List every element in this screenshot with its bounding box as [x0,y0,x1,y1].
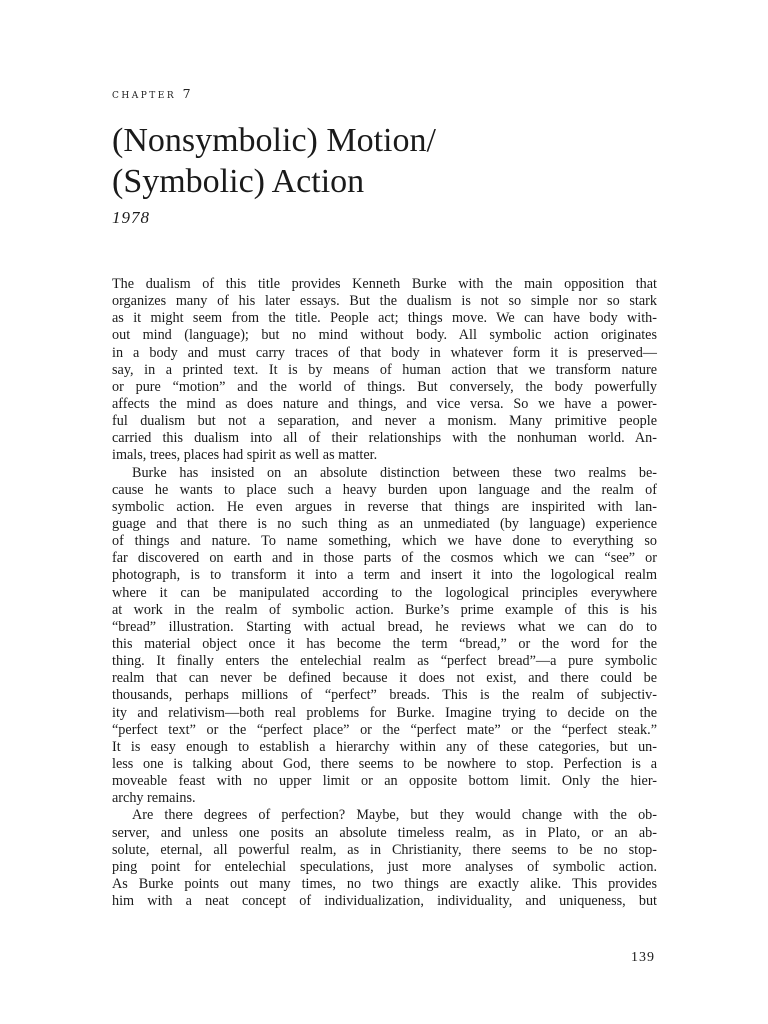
body-line: thousands, perhaps millions of “perfect” breads. This is the realm of subjectiv- [112,687,657,704]
body-line: out mind (language); but no mind without body. All symbolic action originates [112,327,657,344]
body-line: ping point for entelechial speculations, just more analyses of symbolic action. [112,858,657,875]
body-line: this material object once it has become the term “bread,” or the word for the [112,635,657,652]
body-line: solute, eternal, all powerful realm, as in Christianity, there seems to be no stop- [112,841,657,858]
body-line: where it can be manipulated according to the logological principles everywhere [112,584,657,601]
body-line: at work in the realm of symbolic action. Burke’s prime example of this is his [112,601,657,618]
body-line: It is easy enough to establish a hierarchy within any of these categories, but un- [112,738,657,755]
chapter-title-line: (Symbolic) Action [112,163,365,200]
body-line: Burke has insisted on an absolute distinction between these two realms be- [132,464,657,481]
body-line: or pure “motion” and the world of things. But conversely, the body powerfully [112,378,657,395]
body-line: moveable feast with no upper limit or an opposite bottom limit. Only the hier- [112,773,657,790]
body-line: say, in a printed text. It is by means of human action that we transform nature [112,361,657,378]
chapter-title-line: (Nonsymbolic) Motion/ [112,122,436,159]
body-line: guage and that there is no such thing as an unmediated (by language) experience [112,515,657,532]
chapter-title [112,120,657,202]
chapter-label: chapter 7 [112,86,194,101]
body-line: carried this dualism into all of their relationships with the nonhuman world. An- [112,430,657,447]
body-line: thing. It finally enters the entelechial realm as “perfect bread”—a pure symbolic [112,653,657,670]
body-line: server, and unless one posits an absolute timeless realm, as in Plato, or an ab- [112,824,657,841]
body-text [112,276,657,910]
page-number: 139 [631,950,655,965]
body-line: ity and relativism—both real problems for Burke. Imagine trying to decide on the [112,704,657,721]
body-line: imals, trees, places had spirit as well as matter. [112,447,378,464]
body-line: “bread” illustration. Starting with actual bread, he reviews what we can do to [112,618,657,635]
body-line: him with a neat concept of individualization, individuality, and uniqueness, but [112,893,657,910]
body-line: As Burke points out many times, no two things are exactly alike. This provides [112,875,657,892]
body-line: as it might seem from the title. People act; things move. We can have body with- [112,310,657,327]
chapter-year: 1978 [112,208,150,227]
body-line: affects the mind as does nature and things, and vice versa. So we have a power- [112,395,657,412]
body-line: of things and nature. To name something, which we have done to everything so [112,533,657,550]
body-line: photograph, is to transform it into a term and insert it into the logological realm [112,567,657,584]
body-line: in a body and must carry traces of that body in whatever form it is preserved— [112,344,657,361]
body-line: realm that can never be defined because it does not exist, and there could be [112,670,657,687]
body-line: The dualism of this title provides Kenneth Burke with the main opposition that [112,276,657,292]
body-line: cause he wants to place such a heavy burden upon language and the realm of [112,481,657,498]
body-line: organizes many of his later essays. But the dualism is not so simple nor so stark [112,293,657,310]
body-line: archy remains. [112,790,196,807]
body-line: far discovered on earth and in those parts of the cosmos which we can “see” or [112,550,657,567]
body-line: “perfect text” or the “perfect place” or the “perfect mate” or the “perfect steak.” [112,721,657,738]
body-line: Are there degrees of perfection? Maybe, but they would change with the ob- [132,807,657,824]
body-line: ful dualism but not a separation, and never a monism. Many primitive people [112,413,657,430]
body-line: less one is talking about God, there seems to be nowhere to stop. Perfection is a [112,755,657,772]
body-line: symbolic action. He even argues in reverse that things are inspirited with lan- [112,498,657,515]
